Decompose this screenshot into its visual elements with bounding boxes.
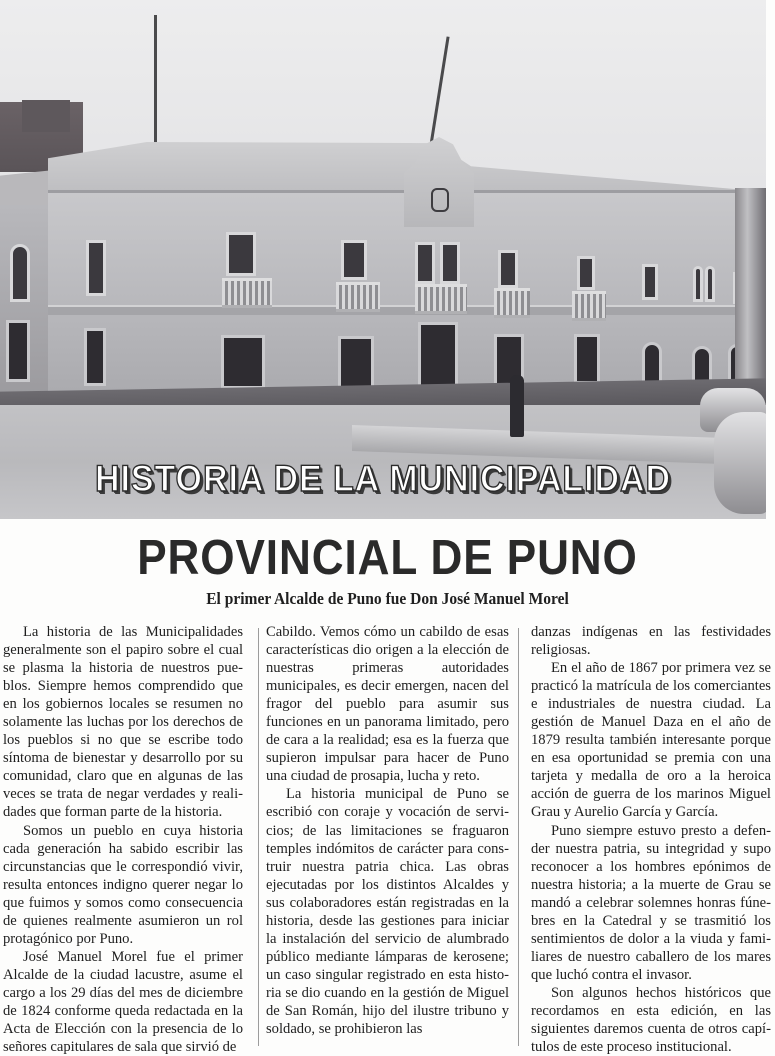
paragraph: En el año de 1867 por primera vez se practicó la matrícula de los comerciantes e industriales de nuestra ciudad. La gestión de Manuel Daza en el año de 1879 resulta también interesante porque en esa oportunidad se premia con una tarjeta y medalla de oro a la heroica acción de guerra de los marinos Miguel Grau y Aurelio García y García.: [531, 660, 771, 821]
window: [226, 232, 256, 276]
window: [577, 256, 595, 290]
balcony: [415, 284, 467, 314]
article-body: [0, 623, 775, 1056]
paragraph: La historia municipal de Puno se escribió con coraje y vocación de servicios; de las limitaciones se fraguaron temples indómitos de carácter para construir nuestra patria chica. Las obras ejecutadas por los distintos Alcaldes y sus colaboradores están registradas en la historia, desde las gestiones para iniciar la instalación del servicio de alumbrado público mediante lámparas de kerosene; un caso singular registrado en esta historia se dio cuando en la gestión de Miguel de San Román, hijo del ilustre tribuno y soldado, se prohibieron las: [266, 786, 509, 1038]
window: [86, 240, 106, 296]
paragraph: danzas indígenas en las festividades religiosas.: [531, 624, 771, 659]
window: [440, 242, 460, 284]
paragraph: Somos un pueblo en cuya historia cada generación ha sabido escribir las circunstancias que le correspondió vivir, resulta entonces indigno querer negar lo que fuimos y somos como consecuencia de quienes realmente asumieron un rol protagónico por Puno.: [3, 822, 243, 947]
column-1: [3, 623, 243, 1056]
window: [10, 244, 30, 302]
emblem-icon: [431, 188, 449, 212]
ground-window: [221, 335, 265, 389]
window: [498, 250, 518, 288]
window: [705, 266, 715, 302]
cornice: [48, 305, 753, 315]
balcony: [336, 282, 380, 312]
column-2: [266, 623, 509, 1038]
pedestrian: [510, 375, 524, 437]
window: [341, 240, 367, 280]
window: [693, 266, 703, 302]
column-3: [531, 623, 771, 1056]
window: [642, 264, 658, 300]
balcony: [494, 288, 530, 318]
ground-window: [84, 328, 106, 386]
paragraph: La historia de las Municipalidades generalmente son el papiro sobre el cual se plasma la historia de nuestros pueblos. Siempre hemos comprendido que en los gobiernos locales se resumen no solamente las luchas por los derechos de los pueblos si no que se escribe todo síntoma de bienestar y desarrollo por su comunidad, claro que en algunas de las veces se trata de negar verdades y realidades que forman parte de la historia.: [3, 624, 243, 821]
ground-window: [338, 336, 374, 390]
flag-pole-left: [154, 15, 157, 145]
subtitle: El primer Alcalde de Puno fue Don José Manuel Morel: [206, 589, 569, 608]
paragraph: Puno siempre estuvo presto a defender nuestra patria, su integridad y supo reconocer a los hombres epónimos de nuestra historia; a la muerte de Grau se mandó a celebrar solemnes honras fúnebres en la Catedral y se trasmitió los sentimientos de dolor a la viuda y familiares de nuestro caballero de los mares que luchó contra el invasor.: [531, 822, 771, 983]
balcony: [572, 291, 606, 321]
paragraph: José Manuel Morel fue el primer Alcalde de la ciudad lacustre, asume el cargo a los 29 días del mes de diciembre de 1824 conforme queda redactada en la Acta de Elección con la presencia de lo señores capitulares de sala que sirvió de: [3, 948, 243, 1056]
paragraph: Cabildo. Vemos cómo un cabildo de esas características dio origen a la elección de nuestras primeras autoridades municipales, es decir emergen, nacen del fragor del pueblo para asumir sus funciones en un panorama limitado, pero de cara a la realidad; esa es la fuerza que supieron impulsar para hacer de Puno una ciudad de prosapia, lucha y reto.: [266, 624, 509, 785]
headline-line-1: HISTORIA DE LA MUNICIPALIDAD: [94, 458, 672, 499]
ground-window: [6, 320, 30, 382]
window: [415, 242, 435, 284]
headline-line-2: PROVINCIAL DE PUNO: [137, 531, 638, 585]
ground-window: [574, 334, 600, 384]
paragraph: Son algunos hechos históricos que recordamos en esta edición, en las siguientes daremos cuenta de otros capítulos de este proceso institucional.: [531, 984, 771, 1056]
balcony: [222, 278, 272, 308]
building-photo: [0, 0, 766, 519]
